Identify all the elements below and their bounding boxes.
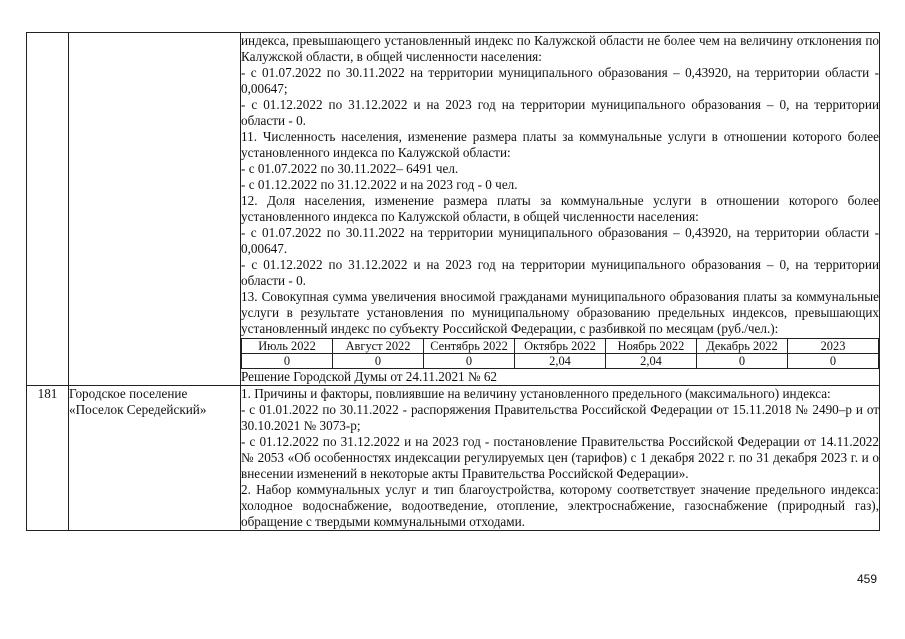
month-header-cell: Сентябрь 2022 xyxy=(424,339,515,354)
row-content-cell xyxy=(241,33,880,386)
monthly-increase-table xyxy=(241,338,879,369)
row-name-cell xyxy=(69,386,241,531)
main-table xyxy=(26,32,880,531)
paragraph: - с 01.12.2022 по 31.12.2022 и на 2023 год на территории муниципального образования – 0, на территории области - 0. xyxy=(241,97,879,128)
month-header-cell: Декабрь 2022 xyxy=(697,339,788,354)
month-header-cell: Август 2022 xyxy=(333,339,424,354)
monthly-table-header-row xyxy=(242,339,879,354)
decision-reference: Решение Городской Думы от 24.11.2021 № 62 xyxy=(241,369,498,384)
month-header-cell: 2023 xyxy=(788,339,879,354)
paragraph: - с 01.12.2022 по 31.12.2022 и на 2023 год на территории муниципального образования – 0, на территории области - 0. xyxy=(241,257,879,288)
paragraph: - с 01.01.2022 по 30.11.2022 - распоряжения Правительства Российской Федерации от 15.11.2018 № 2490–р и от 30.10.2021 № 3073-р; xyxy=(241,402,879,433)
municipality-name-line: «Поселок Середейский» xyxy=(69,402,207,417)
paragraph: - с 01.07.2022 по 30.11.2022 на территории муниципального образования – 0,43920, на территории области - 0,00647. xyxy=(241,225,879,256)
month-header-cell: Октябрь 2022 xyxy=(515,339,606,354)
month-header-cell: Июль 2022 xyxy=(242,339,333,354)
paragraph: 13. Совокупная сумма увеличения вносимой гражданами муниципального образования платы за коммунальные услуги в результате установления по муниципальному образованию предельных индексов, превышающих установленный индекс по субъекту Российской Федерации, с разбивкой по месяцам (руб./чел.): xyxy=(241,289,879,336)
table-row-181 xyxy=(27,386,880,531)
month-value-cell: 0 xyxy=(333,354,424,369)
paragraph-list xyxy=(241,386,879,530)
paragraph: - с 01.12.2022 по 31.12.2022 и на 2023 год - 0 чел. xyxy=(241,177,518,192)
paragraph: 2. Набор коммунальных услуг и тип благоустройства, которому соответствует значение предельного индекса: холодное водоснабжение, водоотведение, отопление, электроснабжение, газоснабжение (природный газ), обращение с твердыми коммунальными отходами. xyxy=(241,482,879,529)
row-content-cell xyxy=(241,386,880,531)
row-number-cell xyxy=(27,33,69,386)
paragraph: индекса, превышающего установленный индекс по Калужской области не более чем на величину отклонения по Калужской области, в общей численности населения: xyxy=(241,33,879,64)
month-value-cell: 2,04 xyxy=(606,354,697,369)
month-value-cell: 0 xyxy=(424,354,515,369)
row-number-cell: 181 xyxy=(27,386,69,531)
paragraph: 1. Причины и факторы, повлиявшие на величину установленного предельного (максимального) индекса: xyxy=(241,386,831,401)
paragraph: 11. Численность населения, изменение размера платы за коммунальные услуги в отношении которого более установленного индекса по Калужской области: xyxy=(241,129,879,160)
paragraph: - с 01.07.2022 по 30.11.2022– 6491 чел. xyxy=(241,161,459,176)
row-name-cell xyxy=(69,33,241,386)
month-value-cell: 0 xyxy=(697,354,788,369)
month-value-cell: 2,04 xyxy=(515,354,606,369)
paragraph-list xyxy=(241,33,879,337)
monthly-table-value-row xyxy=(242,354,879,369)
month-value-cell: 0 xyxy=(788,354,879,369)
municipality-name-line: Городское поселение xyxy=(69,386,188,401)
page-number: 459 xyxy=(856,572,877,586)
table-row-continued xyxy=(27,33,880,386)
month-value-cell: 0 xyxy=(242,354,333,369)
paragraph: - с 01.07.2022 по 30.11.2022 на территории муниципального образования – 0,43920, на территории области - 0,00647; xyxy=(241,65,879,96)
month-header-cell: Ноябрь 2022 xyxy=(606,339,697,354)
paragraph: 12. Доля населения, изменение размера платы за коммунальные услуги в отношении которого более установленного индекса по Калужской области, в общей численности населения: xyxy=(241,193,879,224)
paragraph: - с 01.12.2022 по 31.12.2022 и на 2023 год - постановление Правительства Российской Федерации от 14.11.2022 № 2053 «Об особенностях индексации регулируемых цен (тарифов) с 1 декабря 2022 г. по 31 декабря 2023 г. и о внесении изменений в некоторые акты Правительства Российской Федерации». xyxy=(241,434,879,481)
